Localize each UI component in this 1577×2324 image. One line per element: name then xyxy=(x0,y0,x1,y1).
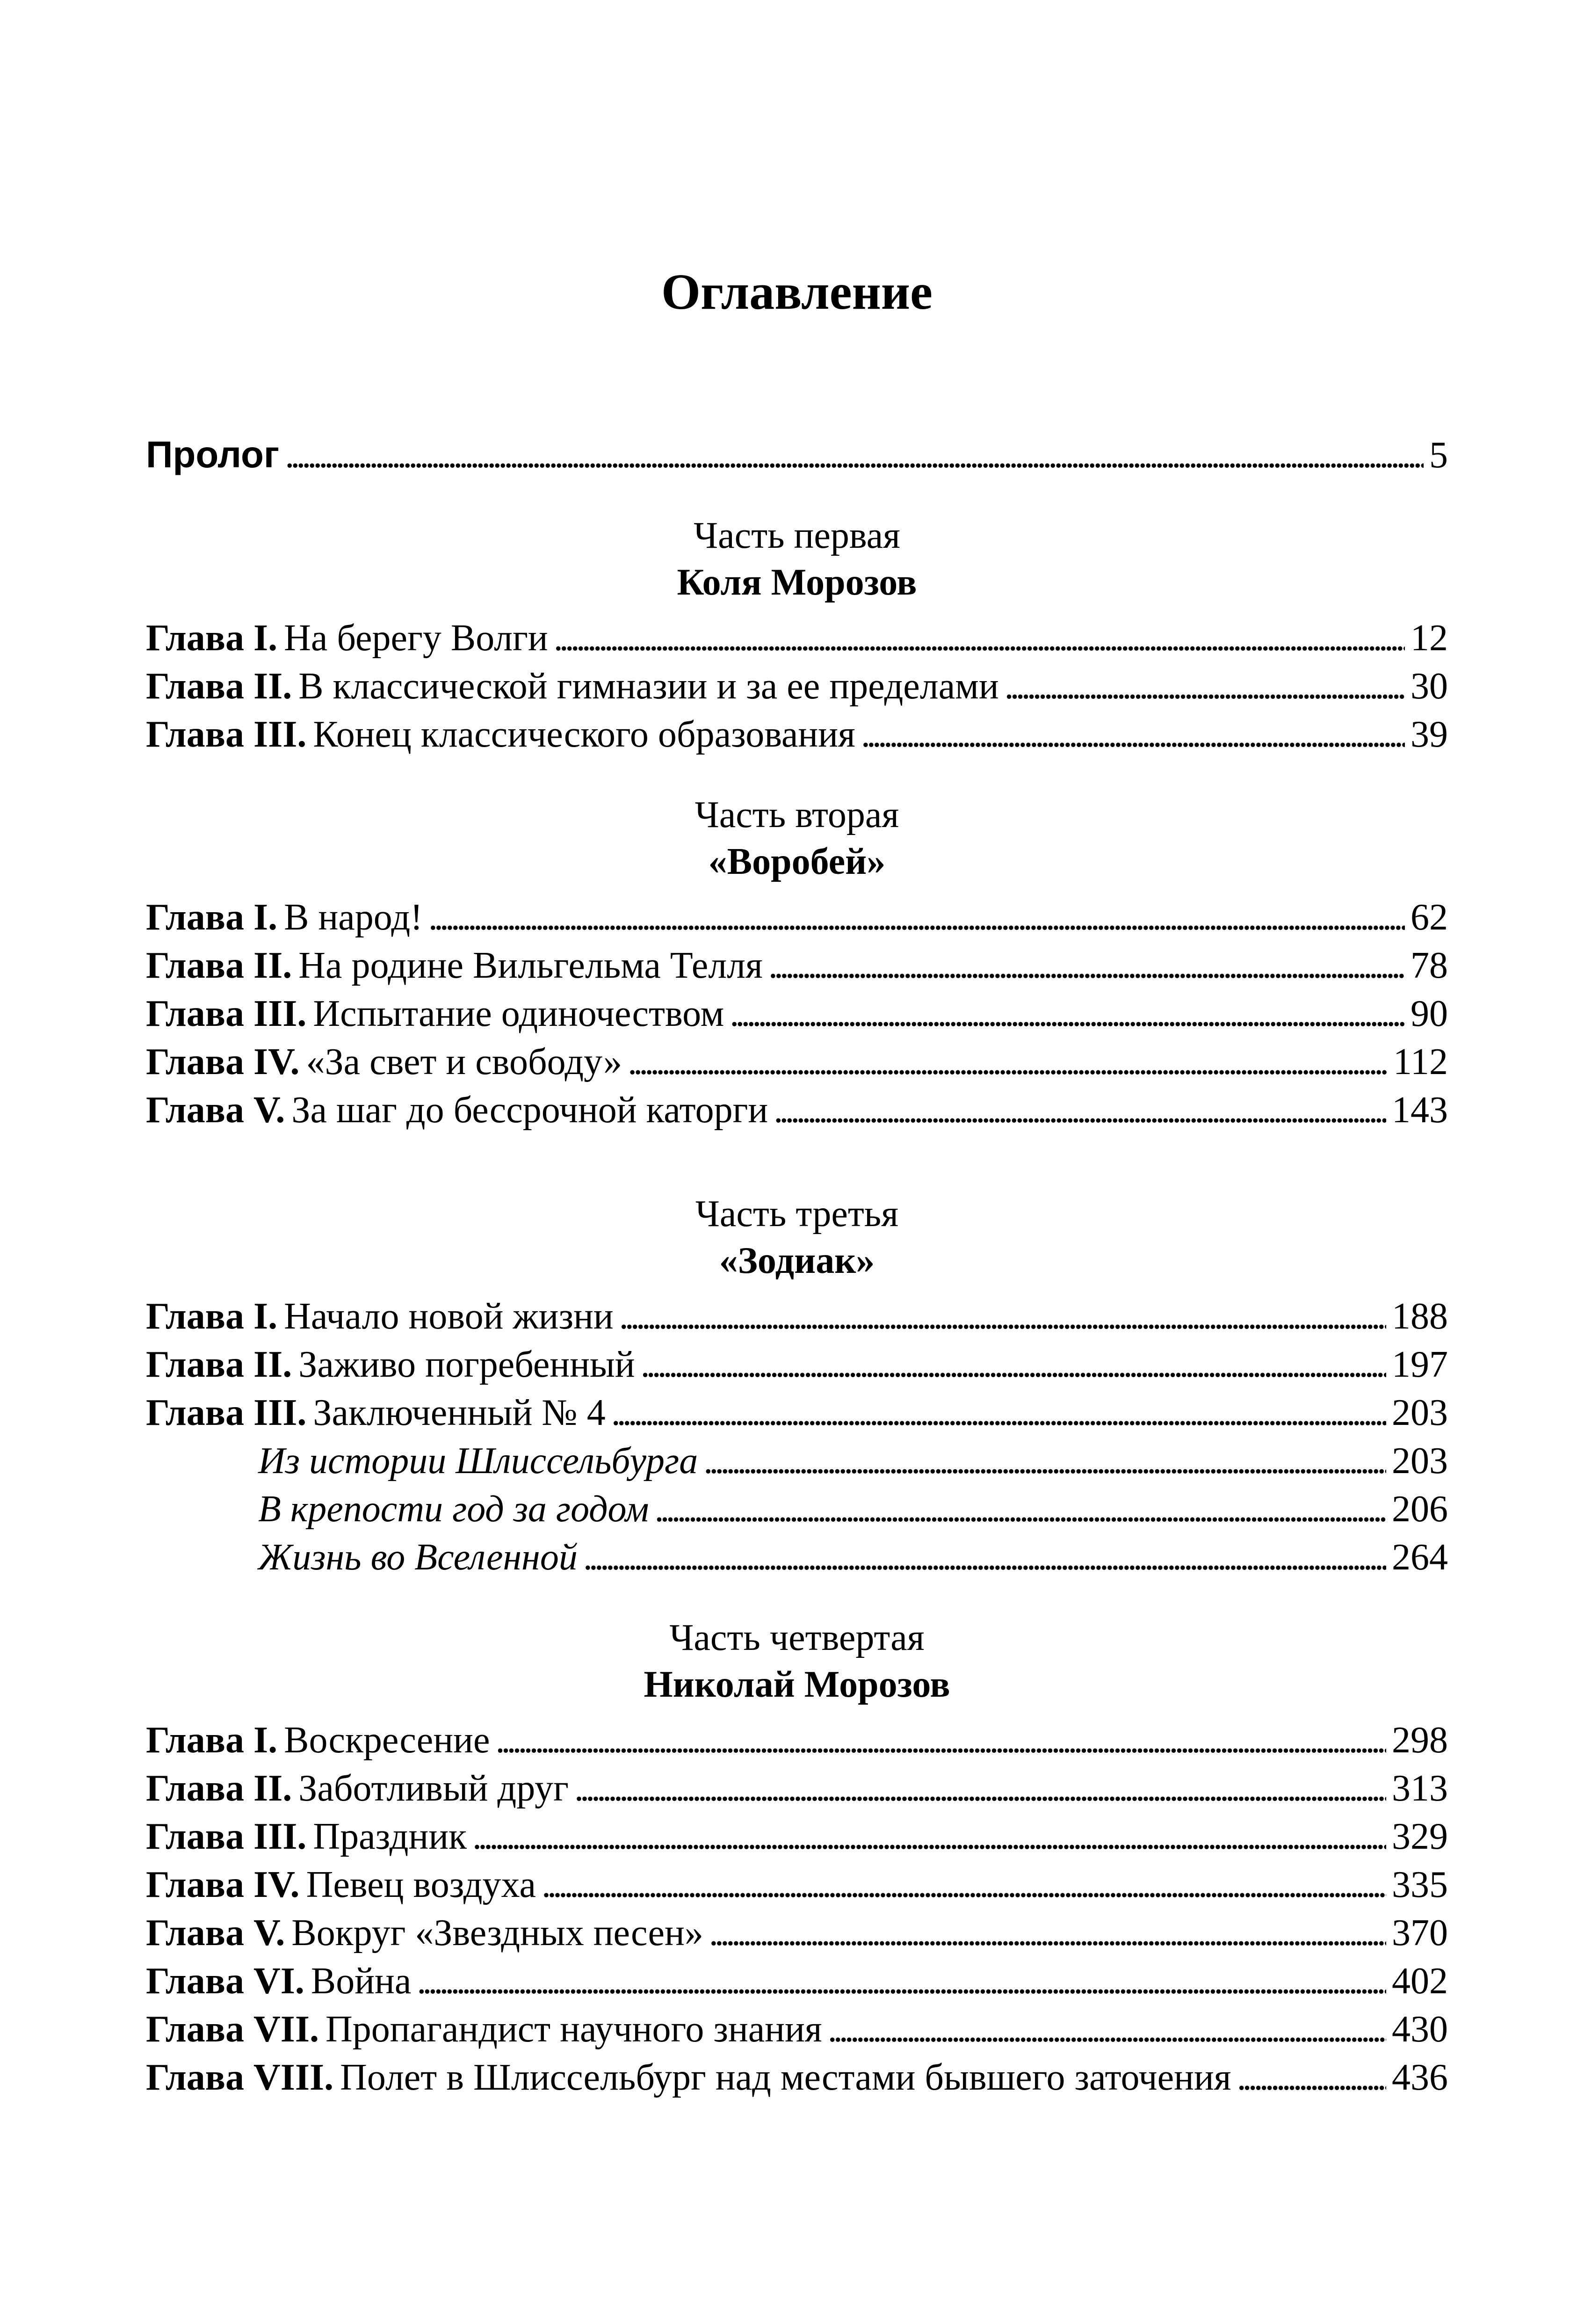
toc-entry xyxy=(146,893,1448,942)
toc-entry xyxy=(146,1813,1448,1861)
chapter-number: Глава V. xyxy=(146,1912,285,1954)
part-name: «Воробей» xyxy=(708,841,886,882)
toc-entry xyxy=(146,1341,1448,1389)
chapter-title: Заживо погребенный xyxy=(298,1344,635,1385)
page-number: 313 xyxy=(1392,1768,1448,1809)
toc-entry xyxy=(146,2005,1448,2054)
chapter-number: Глава I. xyxy=(146,1296,278,1337)
dot-leader xyxy=(428,893,1405,942)
dot-leader xyxy=(574,1765,1386,1813)
dot-leader xyxy=(495,1716,1386,1765)
chapter-title: В классической гимназии и за ее пределами xyxy=(298,666,999,707)
page-number: 298 xyxy=(1392,1720,1448,1761)
chapter-title: На родине Вильгельма Телля xyxy=(298,945,763,986)
dot-leader xyxy=(1005,662,1405,711)
chapter-title: На берегу Волги xyxy=(284,617,548,659)
chapter-title: Война xyxy=(311,1961,412,2002)
part-label: Часть четвертая xyxy=(669,1617,925,1658)
page-number: 430 xyxy=(1392,2009,1448,2050)
chapter-title: Воскресение xyxy=(284,1720,490,1761)
toc-entry-prologue xyxy=(146,430,1448,479)
chapter-number: Глава VI. xyxy=(146,1961,304,2002)
dot-leader xyxy=(611,1389,1386,1437)
page-number: 78 xyxy=(1411,945,1448,986)
page-number: 112 xyxy=(1393,1041,1448,1082)
page-number: 264 xyxy=(1392,1537,1448,1578)
dot-leader xyxy=(709,1909,1386,1957)
part-1 xyxy=(146,512,1448,759)
chapter-number: Глава V. xyxy=(146,1089,285,1131)
subsection-title: В крепости год за годом xyxy=(258,1489,649,1530)
chapter-number: Глава I. xyxy=(146,897,278,938)
chapter-number: Глава I. xyxy=(146,617,278,659)
dot-leader xyxy=(768,942,1405,990)
part-2 xyxy=(146,792,1448,1134)
toc-entry xyxy=(146,1389,1448,1437)
dot-leader xyxy=(730,990,1405,1038)
part-name: Коля Морозов xyxy=(677,562,917,603)
chapter-number: Глава VII. xyxy=(146,2009,319,2050)
toc-subentry xyxy=(146,1533,1448,1582)
toc-entry xyxy=(146,1861,1448,1909)
subsection-title: Жизнь во Вселенной xyxy=(258,1537,578,1578)
subsection-title: Из истории Шлиссельбурга xyxy=(258,1440,698,1482)
chapter-number: Глава IV. xyxy=(146,1041,300,1082)
toc-entry xyxy=(146,1765,1448,1813)
dot-leader xyxy=(641,1341,1386,1389)
dot-leader xyxy=(554,614,1405,662)
part-4 xyxy=(146,1614,1448,2102)
toc-entry xyxy=(146,662,1448,711)
page-number: 90 xyxy=(1411,993,1448,1034)
part-label: Часть вторая xyxy=(694,794,899,835)
chapter-number: Глава III. xyxy=(146,1816,307,1857)
page-number: 203 xyxy=(1392,1440,1448,1482)
toc-entry xyxy=(146,990,1448,1038)
chapter-number: Глава I. xyxy=(146,1720,278,1761)
chapter-number: Глава III. xyxy=(146,714,307,755)
chapter-title: Заключенный № 4 xyxy=(313,1392,606,1433)
dot-leader xyxy=(774,1086,1386,1134)
dot-leader xyxy=(828,2005,1386,2054)
toc-entry xyxy=(146,1086,1448,1134)
page-title: Оглавление xyxy=(661,264,933,320)
toc-entry xyxy=(146,614,1448,662)
page-number: 143 xyxy=(1392,1089,1448,1131)
dot-leader xyxy=(655,1485,1386,1533)
part-heading xyxy=(146,512,1448,606)
chapter-number: Глава II. xyxy=(146,945,292,986)
chapter-number: Глава VIII. xyxy=(146,2057,334,2098)
part-heading xyxy=(146,1191,1448,1284)
chapter-title: Пропагандист научного знания xyxy=(326,2009,822,2050)
chapter-title: «За свет и свободу» xyxy=(306,1041,622,1082)
page-number: 203 xyxy=(1392,1392,1448,1433)
dot-leader xyxy=(472,1813,1386,1861)
dot-leader xyxy=(1237,2054,1386,2102)
part-3 xyxy=(146,1191,1448,1582)
chapter-title: Конец классического образования xyxy=(313,714,855,755)
chapter-number: Глава IV. xyxy=(146,1864,300,1905)
chapter-title: В народ! xyxy=(284,897,423,938)
chapter-number: Глава II. xyxy=(146,666,292,707)
chapter-number: Глава II. xyxy=(146,1344,292,1385)
chapter-title: Начало новой жизни xyxy=(284,1296,614,1337)
page-number: 329 xyxy=(1392,1816,1448,1857)
chapter-number: Глава III. xyxy=(146,1392,307,1433)
toc-entry xyxy=(146,2054,1448,2102)
dot-leader xyxy=(619,1293,1386,1341)
dot-leader xyxy=(417,1957,1386,2005)
page-number: 62 xyxy=(1411,897,1448,938)
chapter-title: Вокруг «Звездных песен» xyxy=(291,1912,703,1954)
prologue-label: Пролог xyxy=(146,434,280,475)
dot-leader xyxy=(542,1861,1386,1909)
page-number: 402 xyxy=(1392,1961,1448,2002)
toc-page xyxy=(146,262,1448,2102)
toc-entry xyxy=(146,1038,1448,1086)
part-label: Часть первая xyxy=(694,515,900,556)
part-label: Часть третья xyxy=(695,1193,899,1235)
toc-entry xyxy=(146,1909,1448,1957)
part-name: Николай Морозов xyxy=(644,1664,950,1705)
page-number: 12 xyxy=(1411,617,1448,659)
page-number: 335 xyxy=(1392,1864,1448,1905)
chapter-title: Певец воздуха xyxy=(306,1864,536,1905)
page-number: 188 xyxy=(1392,1296,1448,1337)
page-number: 30 xyxy=(1411,666,1448,707)
dot-leader xyxy=(628,1038,1388,1086)
page-number: 5 xyxy=(1429,435,1448,476)
page-number: 370 xyxy=(1392,1912,1448,1954)
page-number: 39 xyxy=(1411,714,1448,755)
page-number: 436 xyxy=(1392,2057,1448,2098)
toc-subentry xyxy=(146,1437,1448,1485)
toc-entry xyxy=(146,1957,1448,2005)
chapter-title: Заботливый друг xyxy=(298,1768,569,1809)
part-heading xyxy=(146,1614,1448,1708)
toc-entry xyxy=(146,711,1448,759)
toc-entry xyxy=(146,1293,1448,1341)
chapter-title: Полет в Шлиссельбург над местами бывшего заточения xyxy=(340,2057,1231,2098)
toc-subentry xyxy=(146,1485,1448,1533)
dot-leader xyxy=(285,431,1424,479)
chapter-title: Испытание одиночеством xyxy=(313,993,724,1034)
dot-leader xyxy=(583,1533,1386,1582)
chapter-title: За шаг до бессрочной каторги xyxy=(291,1089,768,1131)
part-heading xyxy=(146,792,1448,885)
page-number: 197 xyxy=(1392,1344,1448,1385)
chapter-title: Праздник xyxy=(313,1816,467,1857)
toc-entry xyxy=(146,942,1448,990)
dot-leader xyxy=(703,1437,1386,1485)
page-number: 206 xyxy=(1392,1489,1448,1530)
dot-leader xyxy=(861,711,1405,759)
toc-entry xyxy=(146,1716,1448,1765)
chapter-number: Глава III. xyxy=(146,993,307,1034)
chapter-number: Глава II. xyxy=(146,1768,292,1809)
part-name: «Зодиак» xyxy=(719,1240,875,1281)
